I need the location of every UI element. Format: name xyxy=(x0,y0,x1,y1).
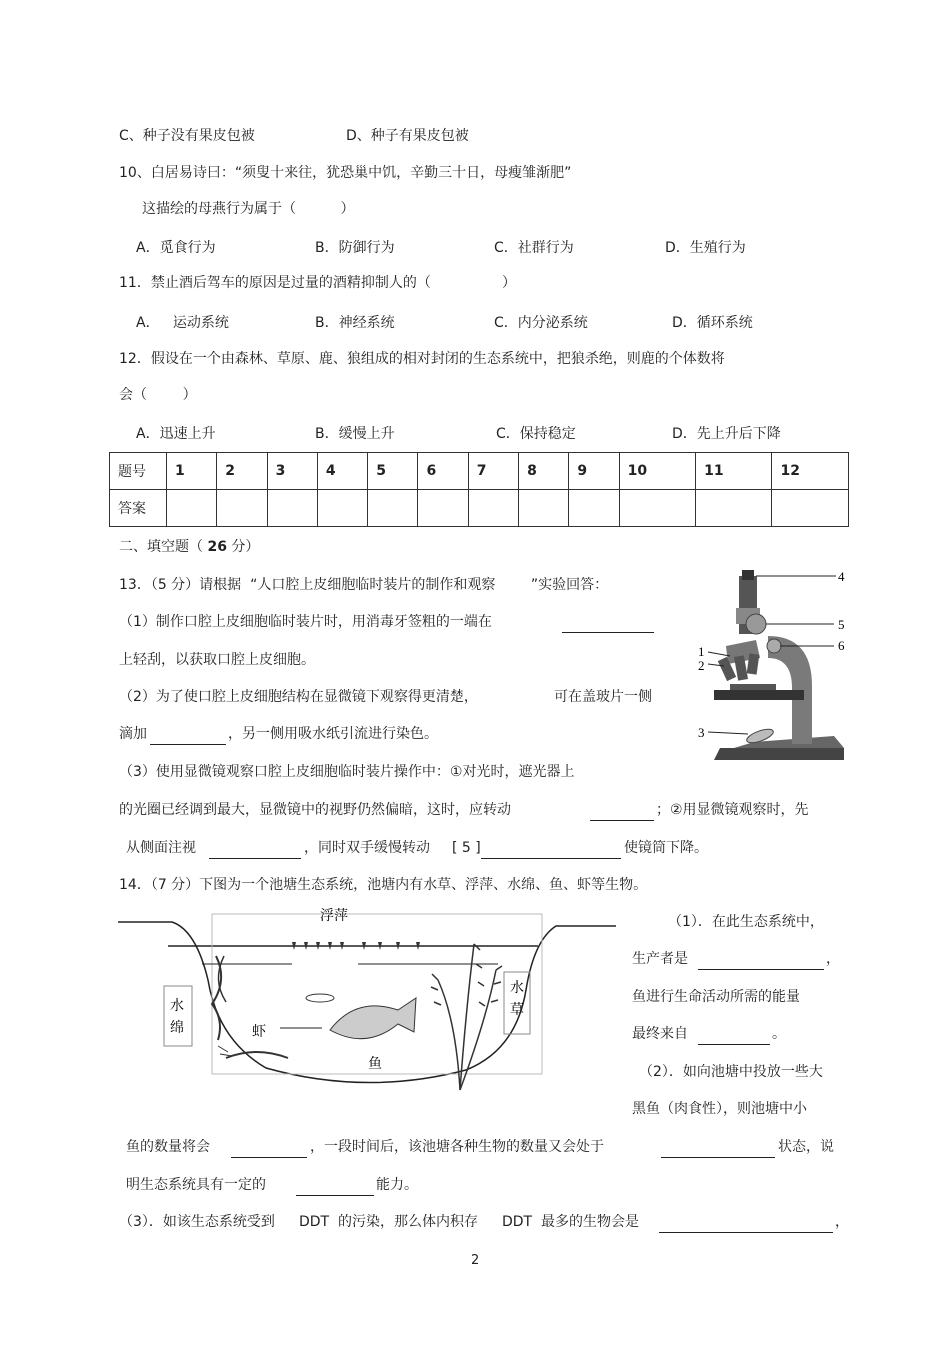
question-number-cell: 2 xyxy=(217,453,267,490)
question-number-cell: 11 xyxy=(696,453,772,490)
q11-option-a: A． 运动系统 xyxy=(136,315,229,331)
question-number-cell: 6 xyxy=(418,453,468,490)
answer-cell[interactable] xyxy=(217,490,267,527)
q14-part2-text-g: 能力。 xyxy=(376,1177,418,1193)
section-title xyxy=(119,537,259,557)
pond-label-spirogyra-2: 绵 xyxy=(170,1019,184,1035)
answer-cell[interactable] xyxy=(267,490,317,527)
q13-part2-text-b: 可在盖玻片一侧 xyxy=(554,689,652,705)
pond-label-grass-1: 水 xyxy=(510,979,524,995)
section-score: 26 xyxy=(207,539,227,555)
q12-option-d: D．先上升后下降 xyxy=(672,426,781,442)
answer-cell[interactable] xyxy=(696,490,772,527)
q12-stem-line2: 会（ ） xyxy=(119,387,197,403)
microscope-label-4: 4 xyxy=(838,569,845,584)
answer-table-answer-row xyxy=(110,490,849,527)
answer-cell[interactable] xyxy=(368,490,418,527)
q14-blank-5[interactable] xyxy=(296,1177,374,1196)
answer-cell[interactable] xyxy=(569,490,619,527)
pond-label-spirogyra-1: 水 xyxy=(170,997,184,1013)
q13-part3-text-f: [ 5 ] xyxy=(452,840,481,856)
q14-part1-text-b: 生产者是 xyxy=(632,951,688,967)
q14-blank-1[interactable] xyxy=(698,951,824,970)
microscope-figure xyxy=(694,566,854,766)
q12-stem-line1: 12．假设在一个由森林、草原、鹿、狼组成的相对封闭的生态系统中，把狼杀绝，则鹿的个体数将 xyxy=(119,351,725,367)
q10-option-a: A．觅食行为 xyxy=(136,240,216,256)
q13-part3-text: （3）使用显微镜观察口腔上皮细胞临时装片操作中：①对光时，遮光器上 xyxy=(119,764,575,780)
question-number-label: 题号 xyxy=(110,453,167,490)
pond-label-fish: 鱼 xyxy=(368,1055,382,1071)
q14-part2-text-d: ，一段时间后，该池塘各种生物的数量又会处于 xyxy=(310,1139,604,1155)
q10-option-d: D．生殖行为 xyxy=(665,240,746,256)
q13-blank-3[interactable] xyxy=(590,802,654,821)
figure-frame xyxy=(212,914,542,1074)
q13-part3-text-b: 的光圈已经调到最大，显微镜中的视野仍然偏暗，这时，应转动 xyxy=(119,802,511,818)
q13-part2-text-c: 滴加 xyxy=(119,726,147,742)
answer-cell[interactable] xyxy=(468,490,518,527)
leader-line-1 xyxy=(708,652,730,656)
microscope-label-5: 5 xyxy=(838,617,845,632)
q14-part2-text-f: 明生态系统具有一定的 xyxy=(126,1177,266,1193)
q11-option-d: D．循环系统 xyxy=(672,315,753,331)
q11-stem: 11．禁止酒后驾车的原因是过量的酒精抑制人的（ ） xyxy=(119,275,517,291)
leader-line-3 xyxy=(708,732,748,734)
q14-blank-3[interactable] xyxy=(231,1139,307,1158)
q14-stem: 14．（7 分）下图为一个池塘生态系统，池塘内有水草、浮萍、水绵、鱼、虾等生物。 xyxy=(119,877,648,893)
question-number-cell: 7 xyxy=(468,453,518,490)
microscope-eyepiece xyxy=(742,570,754,580)
spirogyra-label-box xyxy=(164,986,192,1046)
q11-option-c: C．内分泌系统 xyxy=(494,315,588,331)
answer-cell[interactable] xyxy=(619,490,695,527)
q14-part1-text-e: 最终来自 xyxy=(632,1026,688,1042)
pond-label-duckweed: 浮萍 xyxy=(320,907,348,923)
question-number-cell: 5 xyxy=(368,453,418,490)
q14-part1-text: （1）．在此生态系统中， xyxy=(668,914,824,930)
q14-part3-text-c: DDT 最多的生物会是 xyxy=(502,1214,640,1230)
shrimp-antenna xyxy=(218,1046,232,1056)
q14-part3-text-d: ， xyxy=(835,1214,849,1230)
q13-part2-text-d: ，另一侧用吸水纸引流进行染色。 xyxy=(228,726,438,742)
q13-blank-4[interactable] xyxy=(209,840,301,859)
microscope-label-3: 3 xyxy=(698,725,705,740)
section-title-suffix: 分） xyxy=(231,539,260,555)
q14-part3-text: （3）．如该生态系统受到 xyxy=(119,1214,275,1230)
microscope-label-6: 6 xyxy=(838,638,845,653)
q11-option-b: B．神经系统 xyxy=(315,315,395,331)
answer-cell[interactable] xyxy=(167,490,217,527)
pond-ecosystem-figure xyxy=(116,900,616,1100)
microscope-label-1: 1 xyxy=(698,644,705,659)
question-number-cell: 12 xyxy=(772,453,849,490)
q14-part2-text-e: 状态，说 xyxy=(778,1139,834,1155)
question-number-cell: 4 xyxy=(317,453,367,490)
q13-part2-text: （2）为了使口腔上皮细胞结构在显微镜下观察得更清楚， xyxy=(119,689,478,705)
answer-cell[interactable] xyxy=(418,490,468,527)
question-number-cell: 9 xyxy=(569,453,619,490)
q13-blank-1[interactable] xyxy=(562,614,654,633)
pond-label-shrimp: 虾 xyxy=(252,1023,266,1039)
q14-blank-4[interactable] xyxy=(661,1139,775,1158)
page-number: 2 xyxy=(471,1253,480,1268)
q13-part1-text: （1）制作口腔上皮细胞临时装片时，用消毒牙签粗的一端在 xyxy=(119,614,492,630)
q13-part3-text-g: 使镜筒下降。 xyxy=(624,840,708,856)
answer-cell[interactable] xyxy=(772,490,849,527)
answer-table xyxy=(109,452,849,527)
q14-blank-6[interactable] xyxy=(659,1214,833,1233)
q14-blank-2[interactable] xyxy=(698,1026,770,1045)
big-fish xyxy=(330,998,416,1039)
microscope-stage xyxy=(714,690,804,700)
microscope-base xyxy=(714,748,844,760)
q13-blank-2[interactable] xyxy=(150,726,226,745)
answer-cell[interactable] xyxy=(519,490,569,527)
q9-option-c: C、种子没有果皮包被 xyxy=(119,128,255,144)
q10-option-c: C．社群行为 xyxy=(494,240,574,256)
question-number-cell: 10 xyxy=(619,453,695,490)
coarse-focus-knob xyxy=(746,614,766,634)
q14-part1-text-f: 。 xyxy=(772,1026,786,1042)
q10-stem-line1: 10、白居易诗曰：“须叟十来往，犹恐巢中饥，辛勤三十日，母瘦雏渐肥” xyxy=(119,165,572,181)
fine-focus-knob xyxy=(767,639,781,653)
q9-option-d: D、种子有果皮包被 xyxy=(346,128,469,144)
answer-label: 答案 xyxy=(110,490,167,527)
q10-stem-line2: 这描绘的母燕行为属于（ ） xyxy=(142,201,355,217)
q13-part3-text-d: 从侧面注视 xyxy=(126,840,196,856)
stage-clips xyxy=(730,684,776,690)
answer-table-header-row xyxy=(110,453,849,490)
q12-option-b: B．缓慢上升 xyxy=(315,426,395,442)
question-number-cell: 8 xyxy=(519,453,569,490)
q14-part2-text-c: 鱼的数量将会 xyxy=(126,1139,210,1155)
q14-part3-text-b: DDT 的污染，那么体内积存 xyxy=(299,1214,479,1230)
q13-stem: 13．（5 分）请根据 “人口腔上皮细胞临时装片的制作和观察 ”实验回答： xyxy=(119,577,609,593)
q12-option-a: A．迅速上升 xyxy=(136,426,216,442)
small-fish xyxy=(306,994,334,1002)
question-number-cell: 1 xyxy=(167,453,217,490)
section-title-prefix: 二、填空题（ xyxy=(119,539,203,555)
q12-option-c: C．保持稳定 xyxy=(496,426,576,442)
q10-option-b: B．防御行为 xyxy=(315,240,395,256)
question-number-cell: 3 xyxy=(267,453,317,490)
q14-part1-text-c: ， xyxy=(826,951,840,967)
q14-part1-text-d: 鱼进行生命活动所需的能量 xyxy=(632,989,800,1005)
q14-part2-text-b: 黑鱼（肉食性），则池塘中小 xyxy=(632,1101,807,1117)
q13-part1-text-cont: 上轻刮，以获取口腔上皮细胞。 xyxy=(119,652,315,668)
shrimp xyxy=(226,1052,288,1058)
q13-blank-5[interactable] xyxy=(481,840,621,859)
answer-cell[interactable] xyxy=(317,490,367,527)
q13-part3-text-c: ；②用显微镜观察时，先 xyxy=(656,802,809,818)
water-grass xyxy=(431,944,502,1090)
microscope-label-2: 2 xyxy=(698,658,705,673)
q13-part3-text-e: ，同时双手缓慢转动 xyxy=(304,840,430,856)
pond-label-grass-2: 草 xyxy=(510,1001,524,1017)
q14-part2-text: （2）．如向池塘中投放一些大 xyxy=(639,1064,823,1080)
